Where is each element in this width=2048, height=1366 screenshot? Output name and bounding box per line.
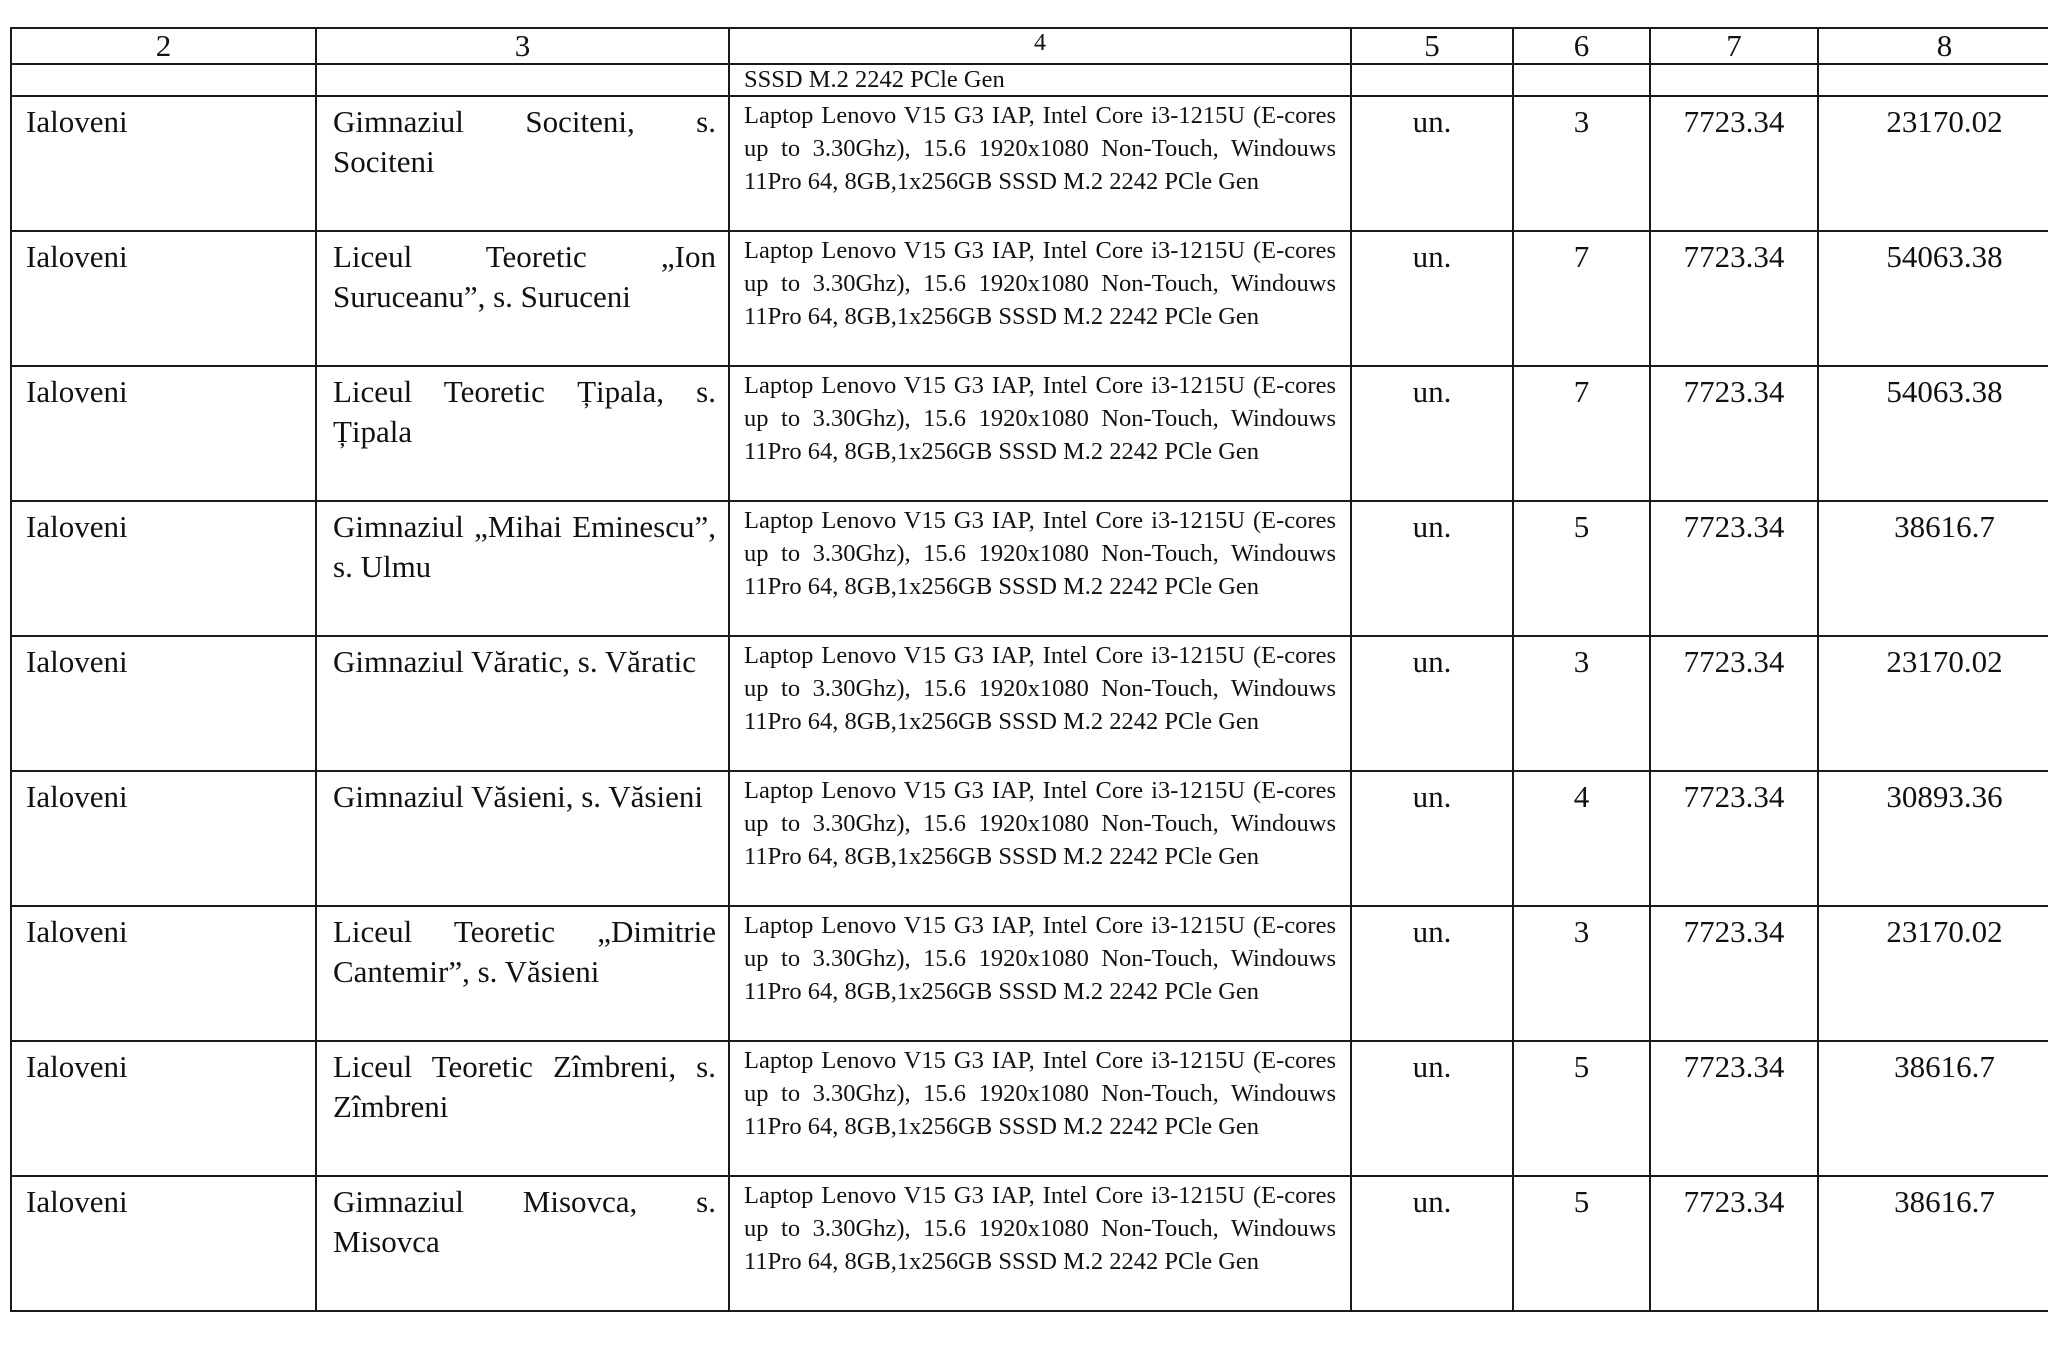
empty-cell bbox=[1818, 64, 2048, 96]
product-spec-cell-text: Laptop Lenovo V15 G3 IAP, Intel Core i3-1215U (E-cores up to 3.30Ghz), 15.6 1920x1080 Non-Touch, Windouws 11Pro 64, 8GB,1x256GB SSSD M.2 2242 PCle Gen bbox=[744, 507, 1336, 600]
school-cell-text: Liceul Teoretic Țipala, s. Țipala bbox=[333, 374, 716, 449]
procurement-table bbox=[10, 27, 2048, 1312]
quantity-cell-text: 5 bbox=[1573, 509, 1590, 544]
unit-cell-text: un. bbox=[1412, 644, 1452, 679]
total-cell-text: 30893.36 bbox=[1886, 779, 2003, 814]
total-cell bbox=[1818, 1041, 2048, 1176]
total-cell-text: 38616.7 bbox=[1894, 1184, 1995, 1219]
unit-cell-text: un. bbox=[1412, 239, 1452, 274]
school-cell bbox=[316, 1176, 729, 1311]
rayon-cell-text: Ialoveni bbox=[26, 1049, 128, 1084]
unit-price-cell-text: 7723.34 bbox=[1683, 1184, 1785, 1219]
rayon-cell-text: Ialoveni bbox=[26, 509, 128, 544]
table-row bbox=[11, 636, 2048, 771]
unit-price-cell bbox=[1650, 1041, 1818, 1176]
total-cell bbox=[1818, 636, 2048, 771]
empty-cell bbox=[1351, 64, 1513, 96]
unit-cell bbox=[1351, 231, 1513, 366]
quantity-cell bbox=[1513, 366, 1650, 501]
quantity-cell bbox=[1513, 1176, 1650, 1311]
product-spec-cell bbox=[729, 906, 1351, 1041]
table-row bbox=[11, 96, 2048, 231]
school-cell-text: Liceul Teoretic „Ion Suruceanu”, s. Suruceni bbox=[333, 239, 716, 314]
unit-cell bbox=[1351, 771, 1513, 906]
product-spec-cell-text: Laptop Lenovo V15 G3 IAP, Intel Core i3-1215U (E-cores up to 3.30Ghz), 15.6 1920x1080 Non-Touch, Windouws 11Pro 64, 8GB,1x256GB SSSD M.2 2242 PCle Gen bbox=[744, 912, 1336, 1005]
product-spec-cell-text: Laptop Lenovo V15 G3 IAP, Intel Core i3-1215U (E-cores up to 3.30Ghz), 15.6 1920x1080 Non-Touch, Windouws 11Pro 64, 8GB,1x256GB SSSD M.2 2242 PCle Gen bbox=[744, 777, 1336, 870]
unit-price-cell-text: 7723.34 bbox=[1683, 779, 1785, 814]
unit-price-cell-text: 7723.34 bbox=[1683, 914, 1785, 949]
school-cell bbox=[316, 96, 729, 231]
unit-price-cell bbox=[1650, 501, 1818, 636]
table-row bbox=[11, 501, 2048, 636]
unit-cell bbox=[1351, 636, 1513, 771]
spec-continuation-cell bbox=[729, 64, 1351, 96]
unit-price-cell bbox=[1650, 1176, 1818, 1311]
table-row bbox=[11, 1176, 2048, 1311]
product-spec-cell bbox=[729, 96, 1351, 231]
table-row bbox=[11, 231, 2048, 366]
rayon-cell-text: Ialoveni bbox=[26, 779, 128, 814]
school-cell bbox=[316, 906, 729, 1041]
rayon-cell-text: Ialoveni bbox=[26, 644, 128, 679]
quantity-cell-text: 3 bbox=[1573, 644, 1590, 679]
unit-cell bbox=[1351, 96, 1513, 231]
product-spec-cell bbox=[729, 771, 1351, 906]
unit-cell bbox=[1351, 501, 1513, 636]
header-cell: 5 bbox=[1351, 28, 1513, 64]
total-cell bbox=[1818, 231, 2048, 366]
total-cell bbox=[1818, 501, 2048, 636]
unit-price-cell bbox=[1650, 906, 1818, 1041]
product-spec-cell-text: Laptop Lenovo V15 G3 IAP, Intel Core i3-1215U (E-cores up to 3.30Ghz), 15.6 1920x1080 Non-Touch, Windouws 11Pro 64, 8GB,1x256GB SSSD M.2 2242 PCle Gen bbox=[744, 642, 1336, 735]
product-spec-cell-text: Laptop Lenovo V15 G3 IAP, Intel Core i3-1215U (E-cores up to 3.30Ghz), 15.6 1920x1080 Non-Touch, Windouws 11Pro 64, 8GB,1x256GB SSSD M.2 2242 PCle Gen bbox=[744, 1047, 1336, 1140]
rayon-cell bbox=[11, 96, 316, 231]
product-spec-cell-text: Laptop Lenovo V15 G3 IAP, Intel Core i3-1215U (E-cores up to 3.30Ghz), 15.6 1920x1080 Non-Touch, Windouws 11Pro 64, 8GB,1x256GB SSSD M.2 2242 PCle Gen bbox=[744, 237, 1336, 330]
unit-price-cell-text: 7723.34 bbox=[1683, 1049, 1785, 1084]
rayon-cell-text: Ialoveni bbox=[26, 374, 128, 409]
unit-price-cell bbox=[1650, 366, 1818, 501]
product-spec-cell-text: Laptop Lenovo V15 G3 IAP, Intel Core i3-1215U (E-cores up to 3.30Ghz), 15.6 1920x1080 Non-Touch, Windouws 11Pro 64, 8GB,1x256GB SSSD M.2 2242 PCle Gen bbox=[744, 102, 1336, 195]
school-cell bbox=[316, 1041, 729, 1176]
school-cell bbox=[316, 771, 729, 906]
quantity-cell-text: 7 bbox=[1573, 374, 1590, 409]
quantity-cell bbox=[1513, 501, 1650, 636]
total-cell-text: 54063.38 bbox=[1886, 239, 2003, 274]
total-cell bbox=[1818, 96, 2048, 231]
total-cell bbox=[1818, 366, 2048, 501]
school-cell-text: Gimnaziul Văratic, s. Văratic bbox=[333, 644, 696, 679]
table-row bbox=[11, 366, 2048, 501]
unit-cell-text: un. bbox=[1412, 104, 1452, 139]
unit-price-cell bbox=[1650, 96, 1818, 231]
school-cell bbox=[316, 366, 729, 501]
product-spec-cell bbox=[729, 636, 1351, 771]
unit-cell bbox=[1351, 906, 1513, 1041]
quantity-cell-text: 5 bbox=[1573, 1184, 1590, 1219]
rayon-cell bbox=[11, 636, 316, 771]
total-cell bbox=[1818, 1176, 2048, 1311]
unit-price-cell bbox=[1650, 771, 1818, 906]
school-cell bbox=[316, 231, 729, 366]
school-cell-text: Liceul Teoretic Zîmbreni, s. Zîmbreni bbox=[333, 1049, 716, 1124]
table-row bbox=[11, 906, 2048, 1041]
unit-cell-text: un. bbox=[1412, 374, 1452, 409]
total-cell-text: 23170.02 bbox=[1886, 104, 2003, 139]
unit-cell bbox=[1351, 1176, 1513, 1311]
unit-price-cell-text: 7723.34 bbox=[1683, 374, 1785, 409]
table-row bbox=[11, 771, 2048, 906]
school-cell bbox=[316, 636, 729, 771]
total-cell-text: 23170.02 bbox=[1886, 644, 2003, 679]
unit-cell bbox=[1351, 1041, 1513, 1176]
rayon-cell bbox=[11, 906, 316, 1041]
header-cell: 4 bbox=[729, 28, 1351, 64]
school-cell-text: Gimnaziul Misovca, s. Misovca bbox=[333, 1184, 716, 1259]
rayon-cell-text: Ialoveni bbox=[26, 104, 128, 139]
product-spec-cell-text: Laptop Lenovo V15 G3 IAP, Intel Core i3-1215U (E-cores up to 3.30Ghz), 15.6 1920x1080 Non-Touch, Windouws 11Pro 64, 8GB,1x256GB SSSD M.2 2242 PCle Gen bbox=[744, 1182, 1336, 1275]
unit-cell-text: un. bbox=[1412, 914, 1452, 949]
rayon-cell-text: Ialoveni bbox=[26, 1184, 128, 1219]
header-cell: 2 bbox=[11, 28, 316, 64]
unit-price-cell-text: 7723.34 bbox=[1683, 239, 1785, 274]
rayon-cell bbox=[11, 1176, 316, 1311]
quantity-cell-text: 7 bbox=[1573, 239, 1590, 274]
rayon-cell bbox=[11, 231, 316, 366]
unit-price-cell bbox=[1650, 636, 1818, 771]
rayon-cell-text: Ialoveni bbox=[26, 239, 128, 274]
quantity-cell bbox=[1513, 906, 1650, 1041]
unit-cell-text: un. bbox=[1412, 779, 1452, 814]
quantity-cell-text: 3 bbox=[1573, 104, 1590, 139]
product-spec-cell bbox=[729, 1176, 1351, 1311]
empty-cell bbox=[11, 64, 316, 96]
school-cell-text: Liceul Teoretic „Dimitrie Cantemir”, s. Văsieni bbox=[333, 914, 716, 989]
product-spec-cell-text: Laptop Lenovo V15 G3 IAP, Intel Core i3-1215U (E-cores up to 3.30Ghz), 15.6 1920x1080 Non-Touch, Windouws 11Pro 64, 8GB,1x256GB SSSD M.2 2242 PCle Gen bbox=[744, 372, 1336, 465]
empty-cell bbox=[316, 64, 729, 96]
table-row bbox=[11, 1041, 2048, 1176]
product-spec-cell bbox=[729, 1041, 1351, 1176]
unit-price-cell-text: 7723.34 bbox=[1683, 104, 1785, 139]
quantity-cell bbox=[1513, 636, 1650, 771]
quantity-cell bbox=[1513, 771, 1650, 906]
header-row bbox=[11, 28, 2048, 64]
school-cell-text: Gimnaziul Sociteni, s. Sociteni bbox=[333, 104, 716, 179]
product-spec-cell bbox=[729, 231, 1351, 366]
unit-cell-text: un. bbox=[1412, 1049, 1452, 1084]
total-cell bbox=[1818, 771, 2048, 906]
rayon-cell bbox=[11, 1041, 316, 1176]
quantity-cell bbox=[1513, 96, 1650, 231]
quantity-cell-text: 3 bbox=[1573, 914, 1590, 949]
continuation-row bbox=[11, 64, 2048, 96]
rayon-cell bbox=[11, 501, 316, 636]
unit-price-cell-text: 7723.34 bbox=[1683, 509, 1785, 544]
rayon-cell bbox=[11, 366, 316, 501]
product-spec-cell bbox=[729, 366, 1351, 501]
unit-cell bbox=[1351, 366, 1513, 501]
total-cell bbox=[1818, 906, 2048, 1041]
total-cell-text: 23170.02 bbox=[1886, 914, 2003, 949]
total-cell-text: 38616.7 bbox=[1894, 1049, 1995, 1084]
quantity-cell-text: 5 bbox=[1573, 1049, 1590, 1084]
header-cell: 8 bbox=[1818, 28, 2048, 64]
unit-price-cell-text: 7723.34 bbox=[1683, 644, 1785, 679]
header-cell: 7 bbox=[1650, 28, 1818, 64]
empty-cell bbox=[1650, 64, 1818, 96]
empty-cell bbox=[1513, 64, 1650, 96]
rayon-cell-text: Ialoveni bbox=[26, 914, 128, 949]
unit-price-cell bbox=[1650, 231, 1818, 366]
quantity-cell bbox=[1513, 1041, 1650, 1176]
total-cell-text: 54063.38 bbox=[1886, 374, 2003, 409]
header-cell: 6 bbox=[1513, 28, 1650, 64]
unit-cell-text: un. bbox=[1412, 1184, 1452, 1219]
header-cell: 3 bbox=[316, 28, 729, 64]
product-spec-cell bbox=[729, 501, 1351, 636]
school-cell-text: Gimnaziul Văsieni, s. Văsieni bbox=[333, 779, 703, 814]
quantity-cell bbox=[1513, 231, 1650, 366]
school-cell bbox=[316, 501, 729, 636]
total-cell-text: 38616.7 bbox=[1894, 509, 1995, 544]
school-cell-text: Gimnaziul „Mihai Eminescu”, s. Ulmu bbox=[333, 509, 716, 584]
quantity-cell-text: 4 bbox=[1573, 779, 1590, 814]
rayon-cell bbox=[11, 771, 316, 906]
spec-continuation-text: SSSD M.2 2242 PCle Gen bbox=[744, 66, 1005, 93]
unit-cell-text: un. bbox=[1412, 509, 1452, 544]
